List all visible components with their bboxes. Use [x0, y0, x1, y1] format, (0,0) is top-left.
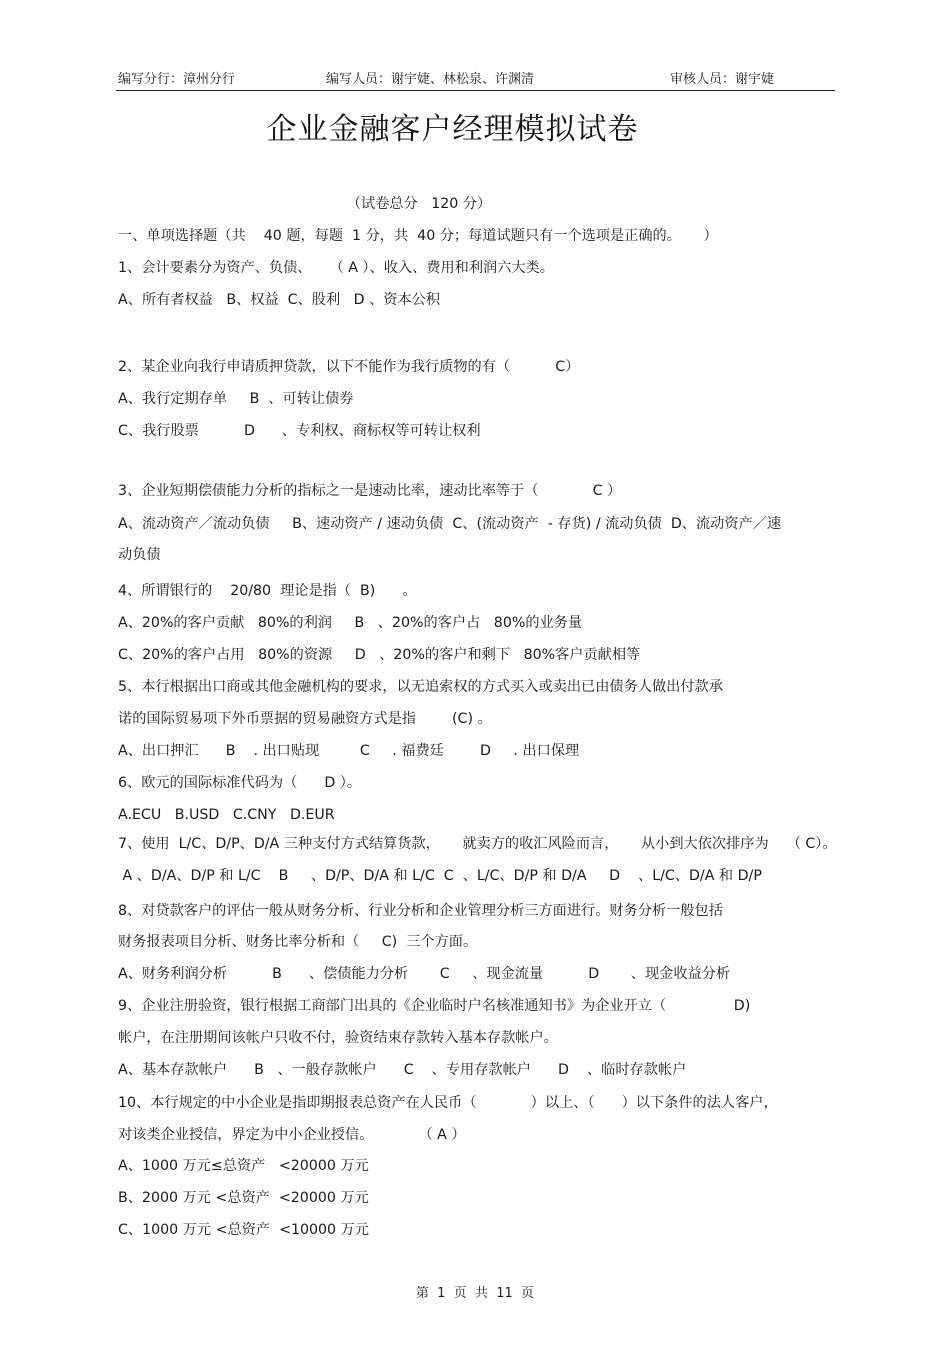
question-2-options-cd: C、我行股票 D 、专利权、商标权等可转让权利 [118, 423, 481, 439]
question-10-option-a: A、1000 万元≤总资产 <20000 万元 [118, 1158, 369, 1174]
question-3-options: A、流动资产／流动负债 B、速动资产 / 速动负债 C、(流动资产 - 存货) / 流动负债 D、流动资产／速 [118, 516, 782, 532]
page-footer: 第 1 页 共 11 页 [415, 1286, 535, 1301]
header-divider [116, 90, 835, 91]
question-4-options-ab: A、20%的客户贡献 80%的利润 B 、20%的客户占 80%的业务量 [118, 615, 583, 631]
page-header [118, 66, 834, 88]
section-heading: 一、单项选择题（共 40 题，每题 1 分，共 40 分；每道试题只有一个选项是正确的。 ） [118, 228, 718, 244]
question-4-options-cd: C、20%的客户占用 80%的资源 D 、20%的客户和剩下 80%客户贡献相等 [118, 647, 641, 663]
question-10-cont: 对该类企业授信，界定为中小企业授信。 （ A ） [118, 1127, 466, 1143]
question-7-options: A 、D/A、D/P 和 L/C B 、D/P、D/A 和 L/C C 、L/C、D/P 和 D/A D 、L/C、D/A 和 D/P [118, 868, 762, 884]
question-2-options-ab: A、我行定期存单 B 、可转让债券 [118, 391, 354, 407]
question-9: 9、企业注册验资，银行根据工商部门出具的《企业临时户名核准通知书》为企业开立（ D) [118, 998, 751, 1014]
question-5: 5、本行根据出口商或其他金融机构的要求，以无追索权的方式买入或卖出已由债务人做出付款承 [118, 679, 723, 695]
question-7: 7、使用 L/C、D/P、D/A 三种支付方式结算货款， 就卖方的收汇风险而言， 从小到大依次排序为 （ C）。 [118, 836, 837, 852]
question-6: 6、欧元的国际标准代码为（ D ）。 [118, 775, 362, 791]
question-8-cont: 财务报表项目分析、财务比率分析和（ C) 三个方面。 [118, 934, 478, 950]
question-9-options: A、基本存款帐户 B 、一般存款帐户 C 、专用存款帐户 D 、临时存款帐户 [118, 1062, 687, 1078]
header-authors: 编写人员：谢宇婕、林松泉、许渊清 [326, 72, 535, 87]
header-branch: 编写分行：漳州分行 [118, 72, 236, 87]
question-8-options: A、财务利润分析 B 、偿债能力分析 C 、现金流量 D 、现金收益分析 [118, 966, 731, 982]
question-5-options: A、出口押汇 B . 出口贴现 C . 福费廷 D . 出口保理 [118, 743, 580, 759]
header-reviewer: 审核人员：谢宇婕 [670, 72, 775, 87]
question-1: 1、会计要素分为资产、负债、 （ A ）、收入、费用和利润六大类。 [118, 260, 554, 276]
question-10: 10、本行规定的中小企业是指即期报表总资产在人民币（ ）以上、（ ）以下条件的法人客户， [118, 1095, 778, 1111]
question-4: 4、所谓银行的 20/80 理论是指（ B) 。 [118, 583, 417, 599]
exam-title: 企业金融客户经理模拟试卷 [266, 112, 639, 147]
question-3-options-cont: 动负债 [118, 547, 161, 563]
total-score: （试卷总分 120 分） [346, 196, 492, 212]
question-2: 2、某企业向我行申请质押贷款，以下不能作为我行质物的有（ C） [118, 359, 580, 375]
question-9-cont: 帐户，在注册期间该帐户只收不付，验资结束存款转入基本存款帐户。 [118, 1030, 558, 1046]
question-6-options: A.ECU B.USD C.CNY D.EUR [118, 807, 335, 823]
question-5-cont: 诺的国际贸易项下外币票据的贸易融资方式是指 (C) 。 [118, 711, 492, 727]
question-8: 8、对贷款客户的评估一般从财务分析、行业分析和企业管理分析三方面进行。财务分析一般包括 [118, 903, 723, 919]
question-10-option-b: B、2000 万元 <总资产 <20000 万元 [118, 1190, 369, 1206]
question-1-options: A、所有者权益 B、权益 C、股利 D 、资本公积 [118, 292, 441, 308]
question-3: 3、企业短期偿债能力分析的指标之一是速动比率，速动比率等于（ C ） [118, 483, 622, 499]
question-10-option-c: C、1000 万元 <总资产 <10000 万元 [118, 1222, 369, 1238]
